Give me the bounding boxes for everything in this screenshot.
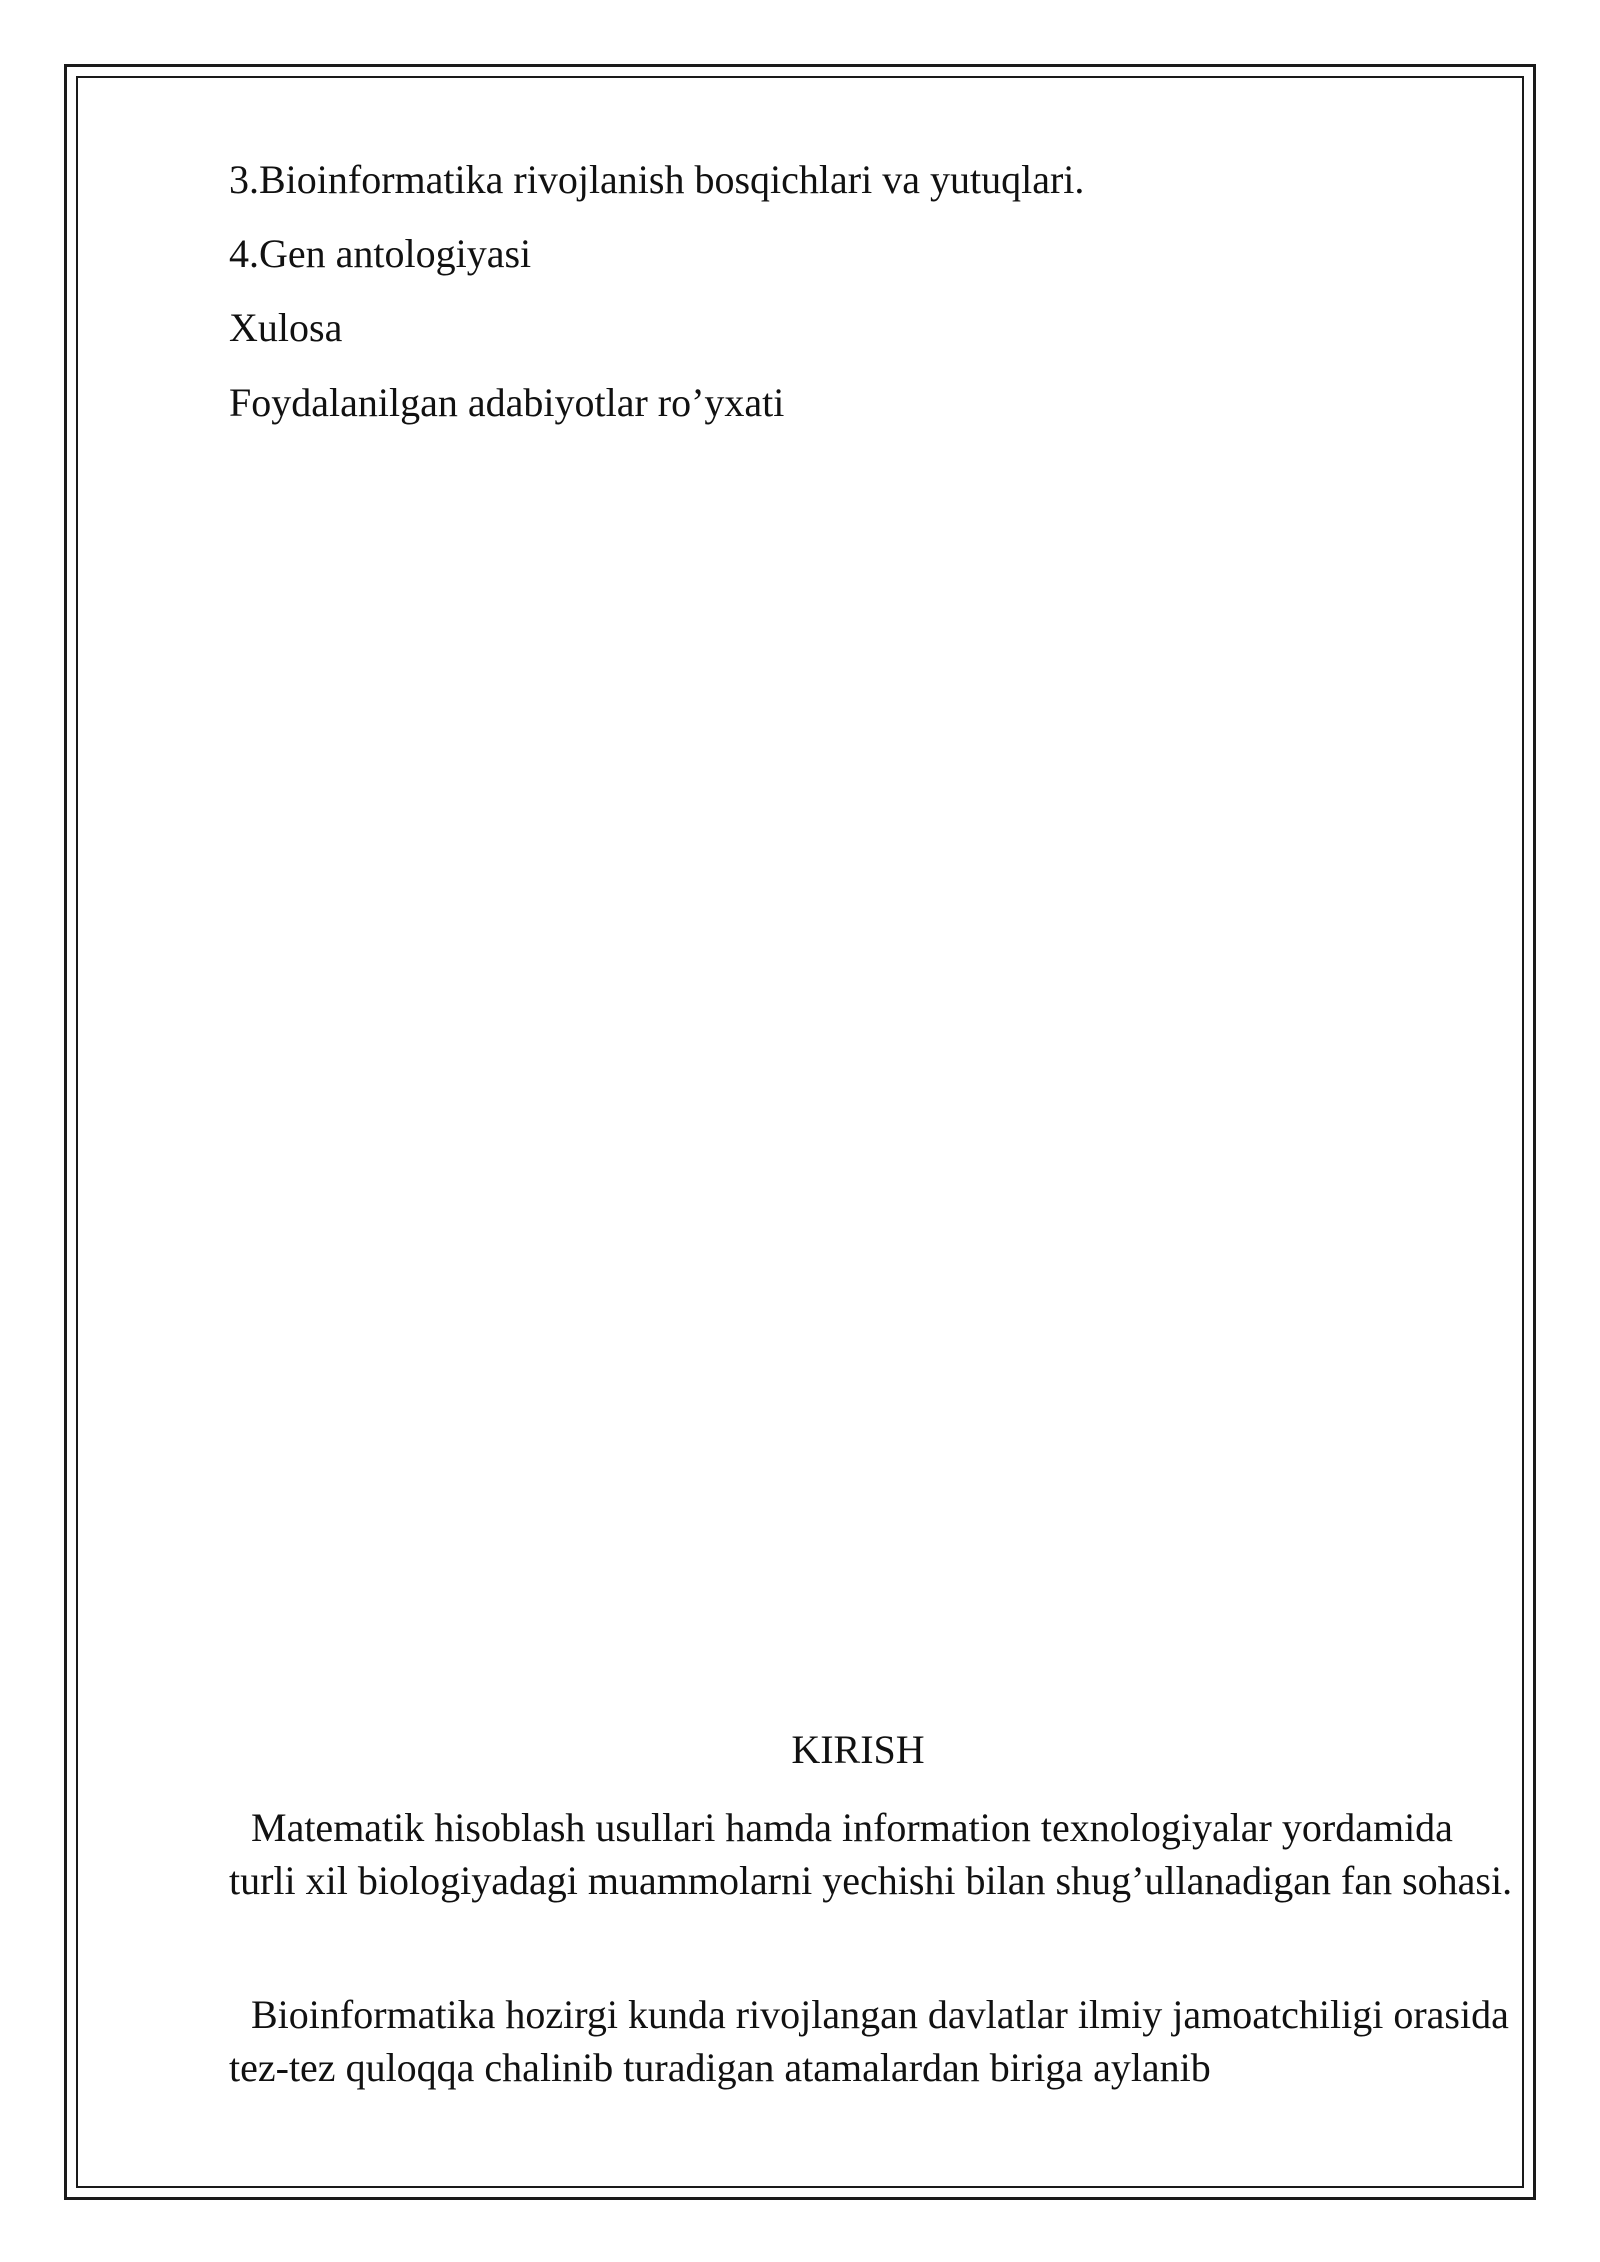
intro-paragraph: Matematik hisoblash usullari hamda information texnologiyalar yordamida turli xil biologiyadagi muammolarni yechishi bilan shug’ullanadigan fan sohasi. [229,1805,1513,1903]
toc-item: 4.Gen antologiyasi [229,231,532,276]
toc-item: 3.Bioinformatika rivojlanish bosqichlari va yutuqlari. [229,157,1085,202]
toc-item: Xulosa [229,305,343,350]
toc-item: Foydalanilgan adabiyotlar ro’yxati [229,380,785,425]
section-heading: KIRISH [791,1727,925,1772]
intro-paragraph: Bioinformatika hozirgi kunda rivojlangan davlatlar ilmiy jamoatchiligi orasida tez-tez quloqqa chalinib turadigan atamalardan biriga aylanib [229,1992,1509,2090]
